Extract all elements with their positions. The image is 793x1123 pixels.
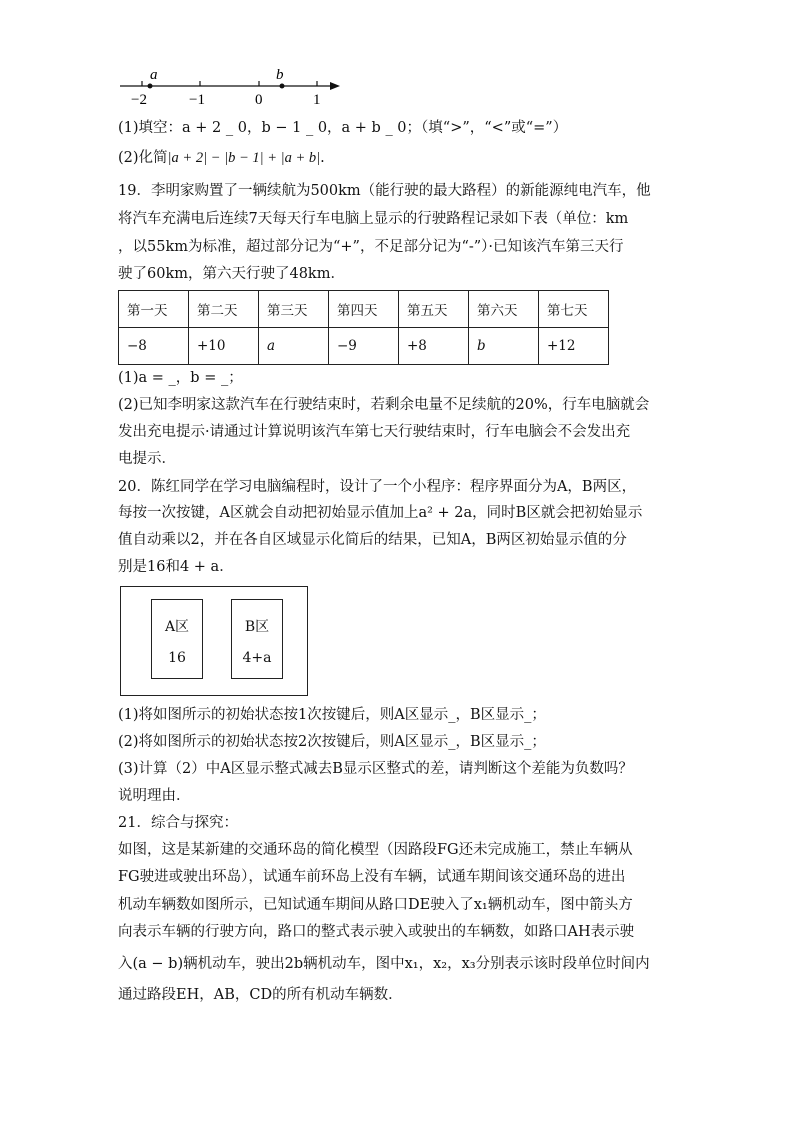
zone-b-box (231, 599, 283, 679)
point-label-a: a (150, 67, 158, 83)
value-day7: +12 (539, 328, 609, 365)
header-day3: 第三天 (259, 291, 329, 328)
point-a (148, 84, 153, 89)
header-day7: 第七天 (539, 291, 609, 328)
q21-line-7: 通过路段EH，AB，CD的所有机动车辆数． (118, 987, 403, 1003)
q19-line-3: ，以55km为标准，超过部分记为“+”，不足部分记为“-”）·已知该汽车第三天行 (118, 239, 624, 255)
q21-line-2: 如图，这是某新建的交通环岛的简化模型（因路段FG还未完成施工，禁止车辆从 (118, 842, 633, 858)
value-day3: a (259, 328, 329, 365)
value-day2: +10 (189, 328, 259, 365)
header-day6: 第六天 (469, 291, 539, 328)
table-header-row (119, 291, 609, 328)
value-day6: b (469, 328, 539, 365)
point-label-b: b (276, 67, 284, 83)
q21-line-5: 向表示车辆的行驶方向，路口的整式表示驶入或驶出的车辆数，如路口AH表示驶 (118, 924, 635, 940)
zone-a-value: 16 (168, 650, 186, 666)
tick-label-0: 0 (255, 92, 263, 108)
tick-label-minus1: −1 (189, 92, 205, 108)
header-day5: 第五天 (399, 291, 469, 328)
zone-b-title: B区 (244, 619, 270, 635)
q21-line-1: 21．综合与探究： (118, 815, 238, 831)
q18-part2-expression: |a + 2| − |b − 1| + |a + b| (167, 150, 321, 166)
q19-sub2-line-3: 电提示． (118, 451, 176, 467)
q20-line-2: 每按一次按键，A区就会自动把初始显示值加上a² + 2a，同时B区就会把初始显示 (118, 505, 643, 521)
tick-label-1: 1 (313, 92, 321, 108)
q20-line-4: 别是16和4 + a． (118, 559, 234, 575)
q21-line-6: 入(a − b)辆机动车，驶出2b辆机动车，图中x₁，x₂，x₃分别表示该时段单位时间内 (118, 956, 650, 972)
q20-line-3: 值自动乘以2，并在各自区域显示化简后的结果，已知A，B两区初始显示值的分 (118, 532, 627, 548)
q21-line-4: 机动车辆数如图所示，已知试通车期间从路口DE驶入了x₁辆机动车，图中箭头方 (118, 897, 633, 913)
q21-line-3: FG驶进或驶出环岛），试通车前环岛上没有车辆，试通车期间该交通环岛的进出 (118, 869, 626, 885)
header-day4: 第四天 (329, 291, 399, 328)
zone-a-box (151, 599, 203, 679)
q19-sub2-line-1: (2)已知李明家这款汽车在行驶结束时，若剩余电量不足续航的20%，行车电脑就会 (118, 397, 650, 413)
program-interface-panel (120, 586, 308, 696)
header-day2: 第二天 (189, 291, 259, 328)
table-value-row (119, 328, 609, 365)
q19-line-1: 19．李明家购置了一辆续航为500km（能行驶的最大路程）的新能源纯电汽车，他 (118, 183, 651, 199)
q18-part2-suffix: . (320, 150, 325, 166)
q18-part2-prefix: (2)化简 (118, 150, 168, 166)
q20-sub1: (1)将如图所示的初始状态按1次按键后，则A区显示_，B区显示_； (118, 707, 546, 723)
zone-a-title: A区 (164, 619, 190, 635)
q20-line-1: 20．陈红同学在学习电脑编程时，设计了一个小程序：程序界面分为A，B两区， (118, 479, 637, 495)
q20-sub2: (2)将如图所示的初始状态按2次按键后，则A区显示_，B区显示_； (118, 734, 546, 750)
q19-sub1: (1)a = _，b = _； (118, 370, 243, 386)
value-day1: −8 (119, 328, 189, 365)
mileage-table (118, 290, 609, 365)
q19-sub2-line-2: 发出充电提示·请通过计算说明该汽车第七天行驶结束时，行车电脑会不会发出充 (118, 424, 631, 440)
q19-line-2: 将汽车充满电后连续7天每天行车电脑上显示的行驶路程记录如下表（单位：km (118, 211, 629, 227)
q18-part1: (1)填空：a + 2 _ 0，b − 1 _ 0，a + b _ 0；（填“>”，“<”或“=”） (118, 120, 568, 136)
number-line (110, 62, 350, 108)
value-day4: −9 (329, 328, 399, 365)
q20-sub3-line-2: 说明理由． (118, 788, 191, 804)
value-day5: +8 (399, 328, 469, 365)
zone-b-value: 4+a (242, 650, 272, 666)
q18-part2 (118, 148, 325, 168)
q20-sub3-line-1: (3)计算（2）中A区显示整式减去B显示区整式的差，请判断这个差能为负数吗？ (118, 761, 633, 777)
header-day1: 第一天 (119, 291, 189, 328)
q19-line-4: 驶了60km，第六天行驶了48km． (118, 266, 345, 282)
point-b (280, 84, 285, 89)
tick-label-minus2: −2 (131, 92, 147, 108)
